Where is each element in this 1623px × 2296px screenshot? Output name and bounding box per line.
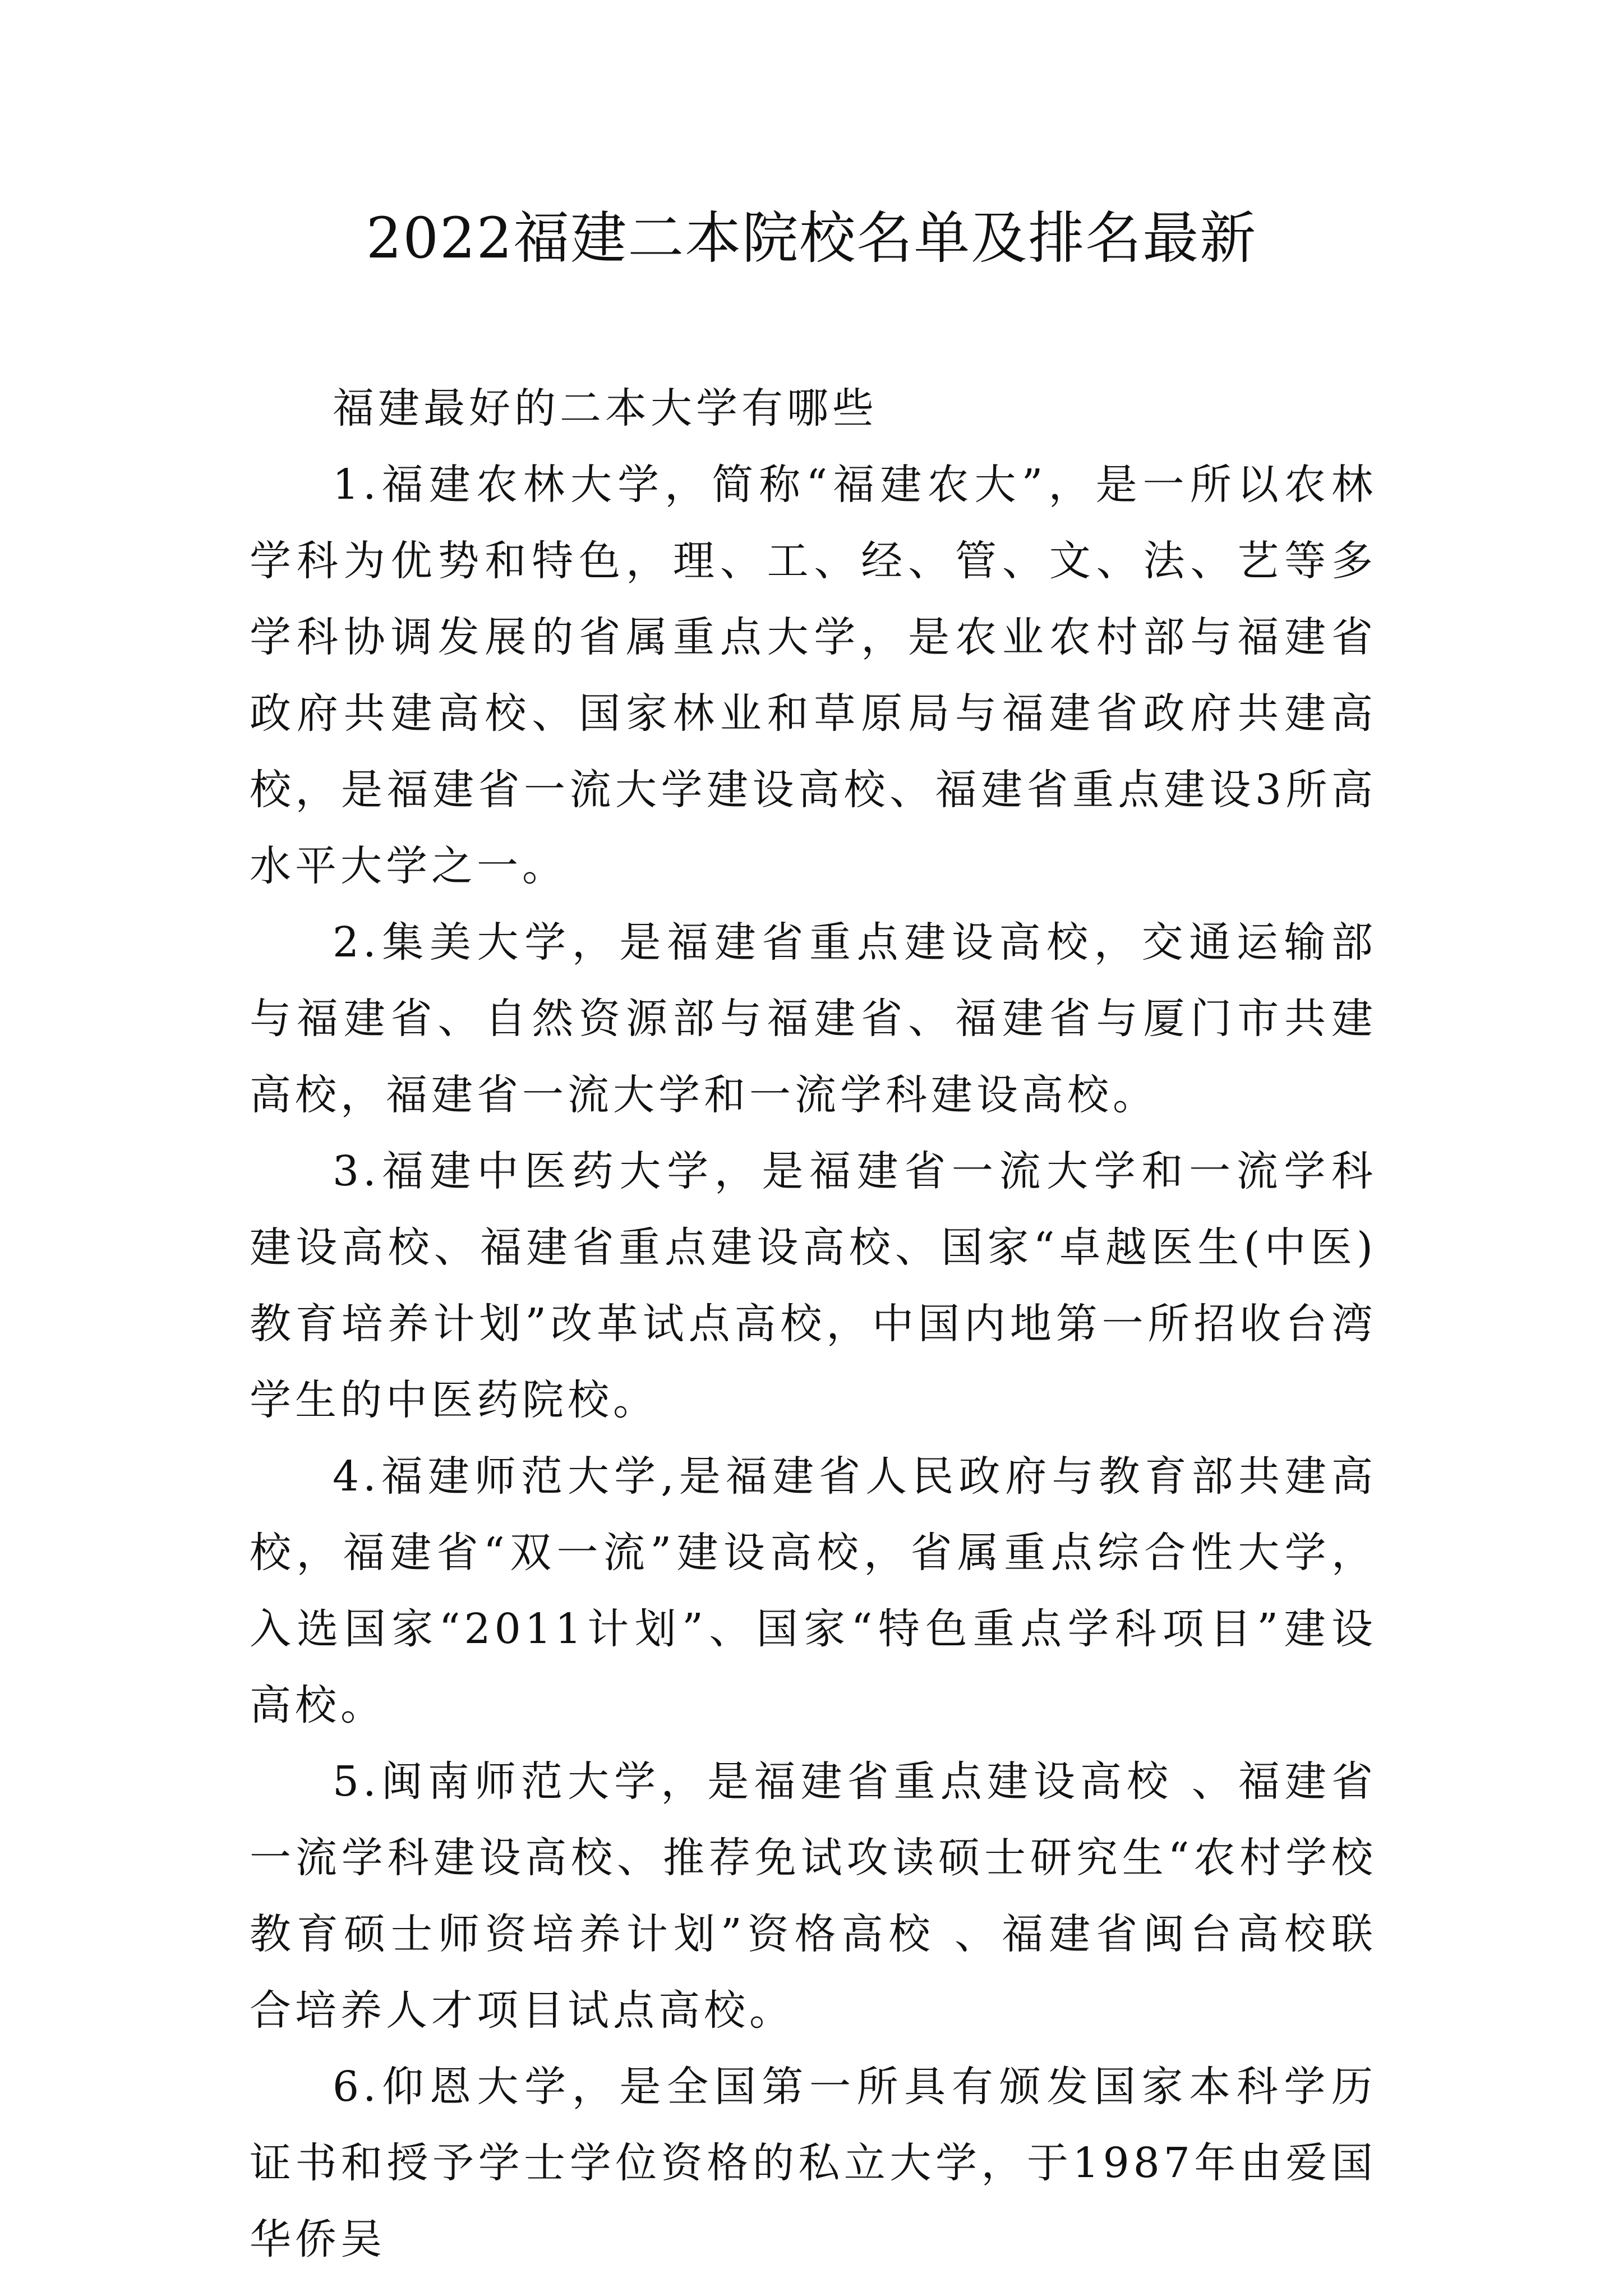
subheading: 福建最好的二本大学有哪些 xyxy=(333,384,878,432)
paragraph: 3.福建中医药大学，是福建省一流大学和一流学科建设高校、福建省重点建设高校、国家“卓越医生(中医)教育培养计划”改革试点高校，中国内地第一所招收台湾学生的中医药院校。 xyxy=(250,1147,1377,1424)
document-title: 2022福建二本院校名单及排名最新 xyxy=(366,205,1257,271)
paragraph: 1.福建农林大学，简称“福建农大”，是一所以农林学科为优势和特色，理、工、经、管、文、法、艺等多学科协调发展的省属重点大学，是农业农村部与福建省政府共建高校、国家林业和草原局与福建省政府共建高校，是福建省一流大学建设高校、福建省重点建设3所高水平大学之一。 xyxy=(250,461,1377,890)
document-body xyxy=(250,370,1377,2277)
paragraph: 2.集美大学，是福建省重点建设高校，交通运输部与福建省、自然资源部与福建省、福建省与厦门市共建高校，福建省一流大学和一流学科建设高校。 xyxy=(250,918,1377,1119)
paragraph: 6.仰恩大学，是全国第一所具有颁发国家本科学历证书和授予学士学位资格的私立大学，于1987年由爱国华侨吴 xyxy=(250,2063,1377,2263)
paragraph: 4.福建师范大学,是福建省人民政府与教育部共建高校，福建省“双一流”建设高校，省属重点综合性大学，入选国家“2011计划”、国家“特色重点学科项目”建设高校。 xyxy=(250,1452,1377,1729)
paragraph: 5.闽南师范大学，是福建省重点建设高校 、福建省一流学科建设高校、推荐免试攻读硕士研究生“农村学校教育硕士师资培养计划”资格高校 、福建省闽台高校联合培养人才项目试点高校。 xyxy=(250,1757,1377,2035)
